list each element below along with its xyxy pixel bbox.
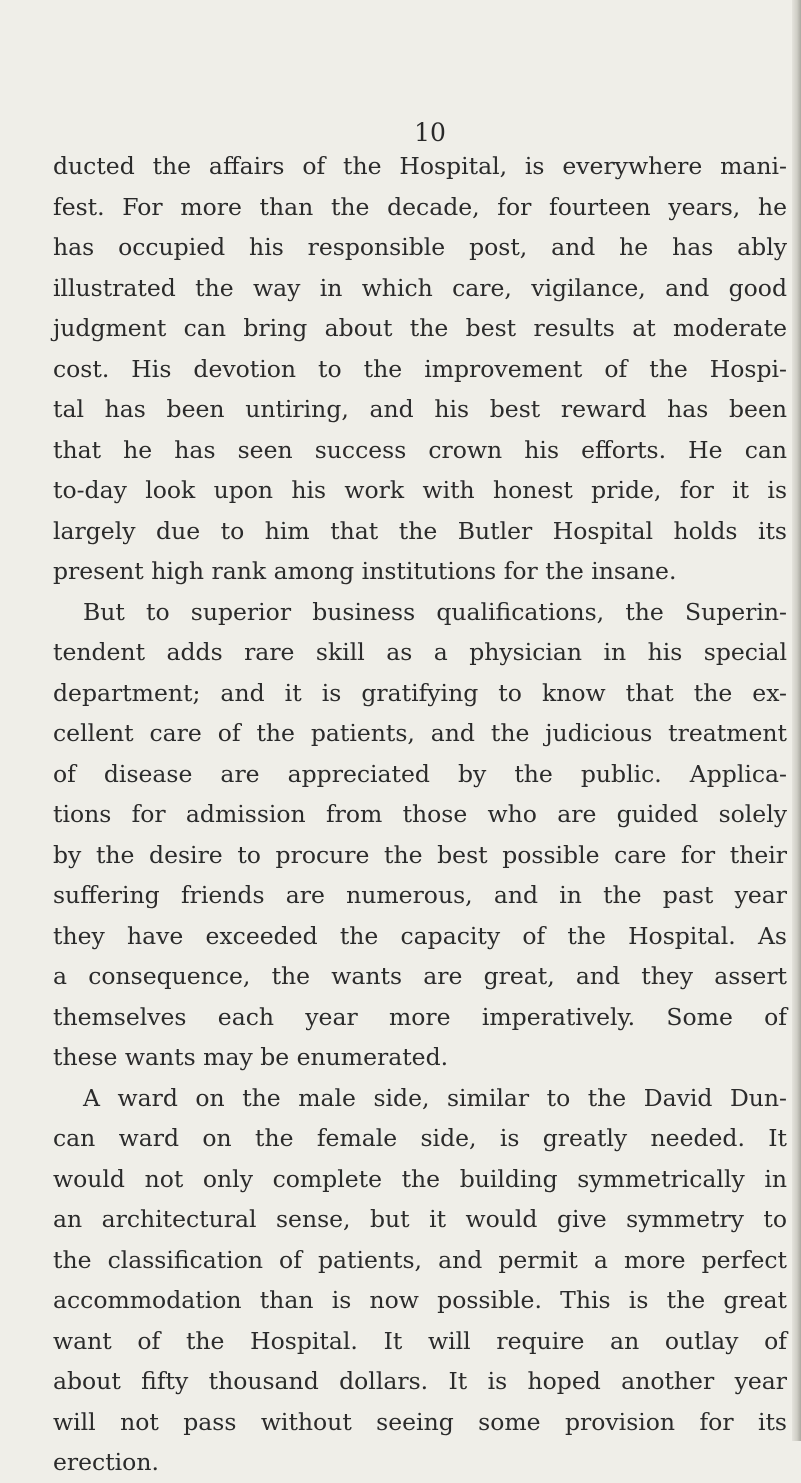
text-line: present high rank among institutions for the insane. [53,557,677,585]
text-line: has occupied his responsible post, and he has ably [53,233,787,261]
text-line: they have exceeded the capacity of the Hospital. As [53,921,787,950]
page-edge-shadow [792,0,801,1441]
text-line: A ward on the male side, similar to the David Dun- [83,1083,787,1112]
text-line: erection. [53,1448,159,1476]
text-line: a consequence, the wants are great, and they assert [53,962,787,990]
text-line: tendent adds rare skill as a physician in his special [53,638,787,666]
body-text [53,146,787,1483]
text-line: to-day look upon his work with honest pride, for it is [53,476,787,504]
text-line: the classification of patients, and permit a more perfect [53,1245,787,1274]
text-line: about fifty thousand dollars. It is hoped another year [53,1367,787,1395]
text-line: would not only complete the building symmetrically in [53,1164,787,1193]
text-line: illustrated the way in which care, vigilance, and good [53,273,787,302]
text-line: themselves each year more imperatively. Some of [53,1002,787,1031]
text-line: that he has seen success crown his efforts. He can [53,435,787,464]
text-line: cellent care of the patients, and the judicious treatment [53,719,787,747]
text-line: department; and it is gratifying to know that the ex- [53,678,787,707]
text-line: judgment can bring about the best results at moderate [53,314,787,342]
text-line: by the desire to procure the best possible care for their [53,840,787,869]
text-line: will not pass without seeing some provision for its [53,1407,787,1436]
text-line: an architectural sense, but it would give symmetry to [53,1205,787,1233]
text-line: ducted the affairs of the Hospital, is everywhere mani- [53,152,787,180]
text-line: But to superior business qualifications, the Superin- [83,597,787,626]
text-line: can ward on the female side, is greatly needed. It [53,1124,787,1152]
text-line: accommodation than is now possible. This is the great [53,1286,787,1314]
text-line: largely due to him that the Butler Hospital holds its [53,516,787,545]
text-line: fest. For more than the decade, for fourteen years, he [53,192,787,221]
text-line: these wants may be enumerated. [53,1043,449,1071]
page-number: 10 [414,118,446,147]
text-line: of disease are appreciated by the public. Applica- [53,759,787,788]
text-line: tions for admission from those who are guided solely [53,800,787,828]
text-line: tal has been untiring, and his best reward has been [53,395,787,423]
text-line: cost. His devotion to the improvement of the Hospi- [53,354,787,383]
text-line: want of the Hospital. It will require an outlay of [53,1326,787,1355]
text-line: suffering friends are numerous, and in the past year [53,881,787,909]
